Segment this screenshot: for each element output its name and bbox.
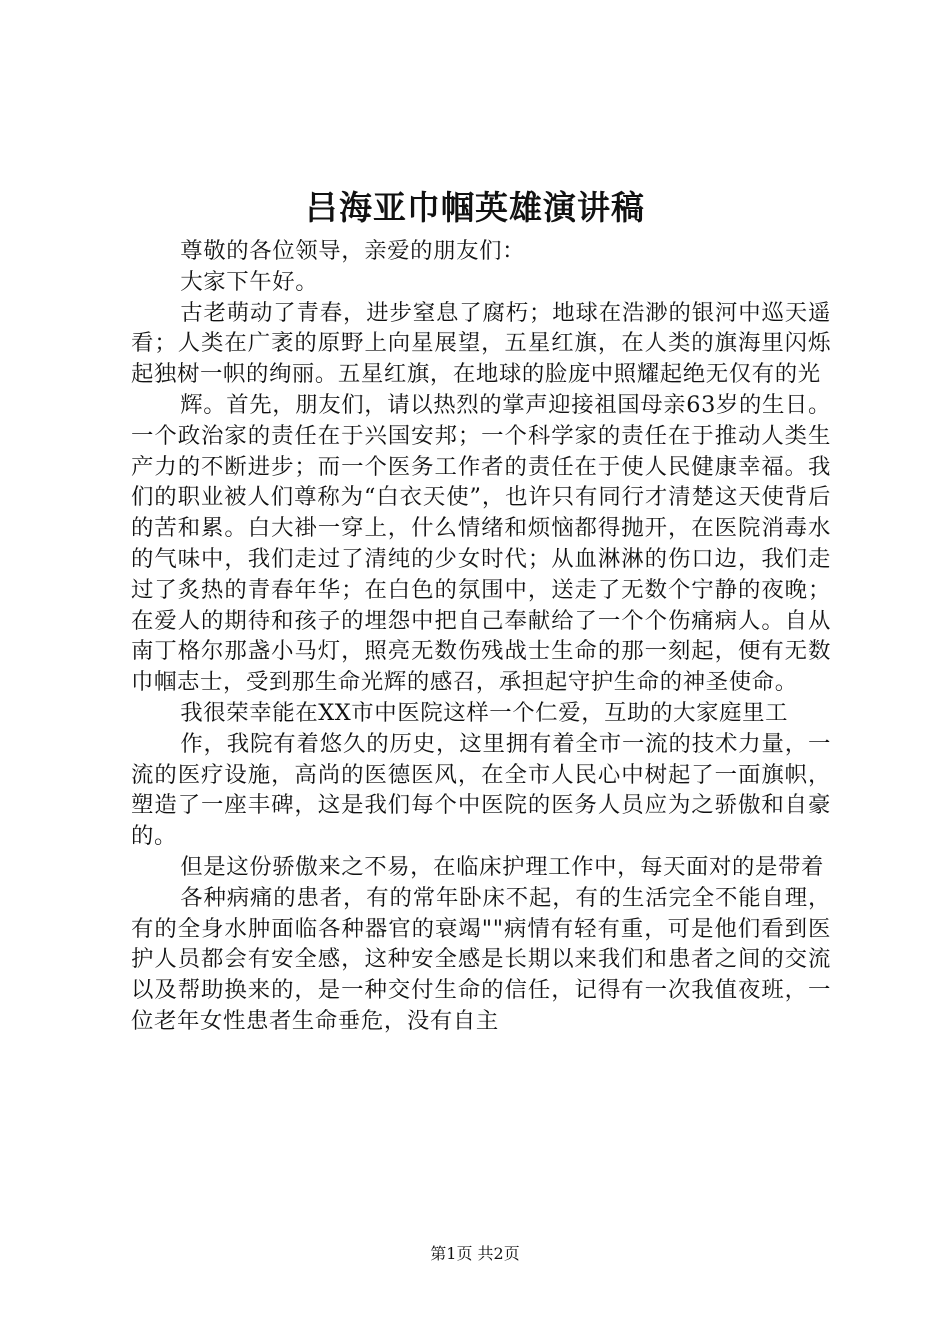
paragraph-hospital-start: 我很荣幸能在XX市中医院这样一个仁爱，互助的大家庭里工 [180,699,789,726]
document-body [131,236,831,1037]
paragraph-intro: 古老萌动了青春，进步窒息了腐朽；地球在浩渺的银河中巡天遥看；人类在广袤的原野上向星展望，五星红旗，在人类的旗海里闪烁起独树一帜的绚丽。五星红旗，在地球的脸庞中照耀起绝无仅有的光 [131,299,831,388]
paragraph-patients: 各种病痛的患者，有的常年卧床不起，有的生活完全不能自理，有的全身水肿面临各种器官的衰竭""病情有轻有重，可是他们看到医护人员都会有安全感，这种安全感是长期以来我们和患者之间的交流以及帮助换来的，是一种交付生命的信任，记得有一次我值夜班，一位老年女性患者生命垂危，没有自主 [131,884,831,1034]
paragraph-pride-start: 但是这份骄傲来之不易，在临床护理工作中，每天面对的是带着 [180,853,825,880]
paragraph-duty: 辉。首先，朋友们，请以热烈的掌声迎接祖国母亲63岁的生日。一个政治家的责任在于兴国安邦；一个科学家的责任在于推动人类生产力的不断进步；而一个医务工作者的责任在于使人民健康幸福。我们的职业被人们尊称为“白衣天使”，也许只有同行才清楚这天使背后的苦和累。白大褂一穿上，什么情绪和烦恼都得抛开，在医院消毒水的气味中，我们走过了清纯的少女时代；从血淋淋的伤口边，我们走过了炙热的青春年华；在白色的氛围中，送走了无数个宁静的夜晚；在爱人的期待和孩子的埋怨中把自己奉献给了一个个伤痛病人。自从南丁格尔那盏小马灯，照亮无数伤残战士生命的那一刻起，便有无数巾帼志士，受到那生命光辉的感召，承担起守护生命的神圣使命。 [131,391,831,696]
paragraph-greeting: 大家下午好。 [180,268,319,295]
paragraph-hospital: 作，我院有着悠久的历史，这里拥有着全市一流的技术力量，一流的医疗设施，高尚的医德医风，在全市人民心中树起了一面旗帜，塑造了一座丰碑，这是我们每个中医院的医务人员应为之骄傲和自豪的。 [131,730,831,850]
document-title: 吕海亚巾帼英雄演讲稿 [305,188,645,227]
page-footer: 第1页 共2页 [430,1244,520,1263]
paragraph-salutation: 尊敬的各位领导，亲爱的朋友们： [180,238,526,264]
